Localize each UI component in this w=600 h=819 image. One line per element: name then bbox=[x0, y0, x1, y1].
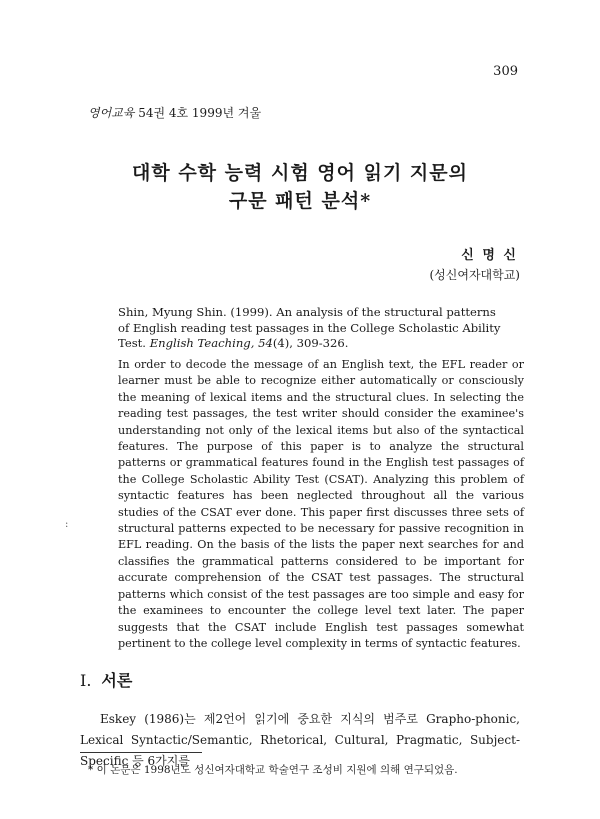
journal-name: 영어교육 bbox=[88, 106, 135, 120]
section-heading bbox=[80, 668, 132, 691]
abstract: In order to decode the message of an English text, the EFL reader or learner must be able to recognize either automatically or consciously the meaning of lexical items and the structural clues. In selecting the reading test passages, the test writer should consider the examinee's understanding not only of the lexical items but also of the syntactical features. The purpose of this paper is to analyze the structural patterns or grammatical features found in the English test passages of the College Scholastic Ability Test (CSAT). Analyzing this problem of syntactic features has been neglected throughout all the various studies of the CSAT ever done. This paper first discusses three sets of structural patterns expected to be necessary for passive recognition in EFL reading. On the basis of the lists the paper next searches for and classifies the grammatical patterns considered to be important for accurate comprehension of the CSAT test passages. The structural patterns which consist of the test passages are too simple and easy for the examinees to encounter the college level text later. The paper suggests that the CSAT include English test passages somewhat pertinent to the college level complexity in terms of syntactic features. bbox=[118, 358, 524, 650]
citation-test: Test. bbox=[118, 336, 150, 350]
body-paragraph: Eskey (1986)는 제2언어 읽기에 중요한 지식의 범주로 Grapho-phonic, Lexical Syntactic/Semantic, Rhetorical, Cultural, Pragmatic, Subject-Specific 등 6가지를 bbox=[80, 712, 520, 768]
author-name: 신 명 신 bbox=[461, 248, 518, 263]
citation-pages: (4), 309-326. bbox=[272, 336, 349, 350]
citation bbox=[118, 305, 524, 352]
margin-mark: : bbox=[65, 519, 69, 530]
journal-header bbox=[88, 104, 261, 121]
section-title: 서론 bbox=[101, 671, 133, 690]
author-affiliation: (성신여자대학교) bbox=[429, 268, 520, 282]
citation-line-2: of English reading test passages in the College Scholastic Ability bbox=[118, 320, 501, 335]
paper-title-line-2: 구문 패턴 분석* bbox=[228, 190, 372, 212]
journal-issue: 54권 4호 1999년 겨울 bbox=[138, 106, 262, 120]
citation-journal: English Teaching, 54 bbox=[149, 336, 273, 350]
page-number: 309 bbox=[493, 64, 518, 79]
section-number: I. bbox=[80, 671, 92, 690]
footnote-rule bbox=[80, 752, 202, 753]
citation-line-1: Shin, Myung Shin. (1999). An analysis of the structural patterns bbox=[118, 305, 496, 319]
footnote: * 이 논문은 1998년도 성신여자대학교 학술연구 조성비 지원에 의해 연구되었음. bbox=[88, 764, 458, 776]
citation-line-3 bbox=[118, 336, 524, 352]
paper-title-line-1: 대학 수학 능력 시험 영어 읽기 지문의 bbox=[132, 162, 468, 184]
